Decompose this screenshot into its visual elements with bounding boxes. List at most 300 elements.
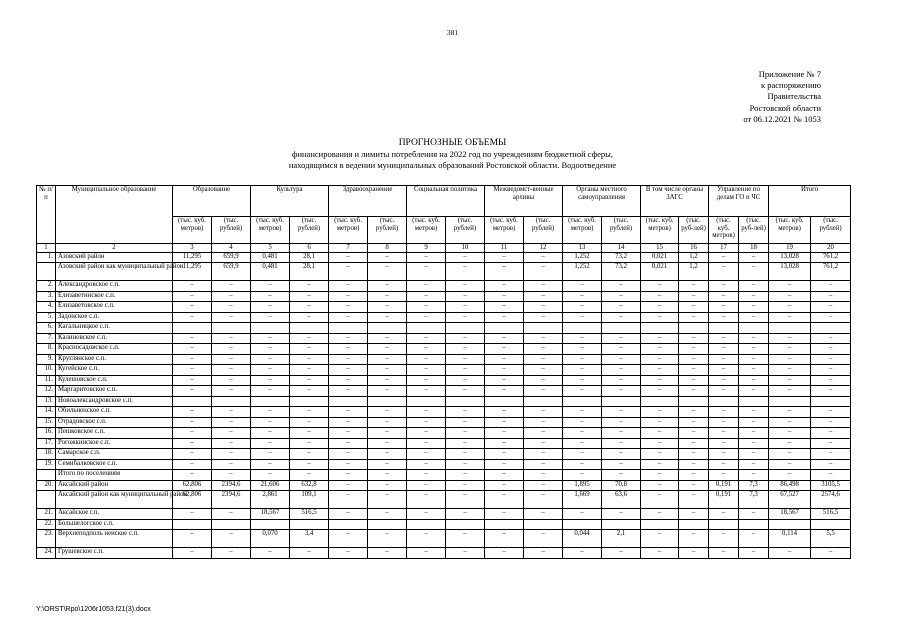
value-cell: –: [602, 291, 641, 302]
value-cell: –: [524, 354, 563, 365]
value-cell: –: [739, 302, 769, 313]
row-number: 6.: [37, 323, 56, 334]
value-cell: –: [739, 365, 769, 376]
value-cell: –: [563, 312, 602, 323]
value-cell: –: [563, 354, 602, 365]
value-cell: 11,295: [173, 263, 212, 281]
value-cell: –: [811, 354, 851, 365]
value-cell: –: [407, 344, 446, 355]
value-cell: –: [602, 459, 641, 470]
value-cell: 109,1: [290, 491, 329, 509]
value-cell: –: [251, 344, 290, 355]
value-cell: –: [329, 365, 368, 376]
value-cell: –: [446, 302, 485, 313]
value-cell: –: [563, 470, 602, 481]
value-cell: [739, 396, 769, 407]
value-cell: –: [290, 344, 329, 355]
value-cell: –: [173, 333, 212, 344]
value-cell: –: [329, 417, 368, 428]
value-cell: –: [173, 407, 212, 418]
value-cell: 0,021: [641, 252, 679, 263]
value-cell: –: [329, 449, 368, 460]
value-cell: –: [446, 470, 485, 481]
value-cell: –: [407, 449, 446, 460]
municipality-name: Семибалковское с.п.: [56, 459, 173, 470]
value-cell: –: [563, 428, 602, 439]
value-cell: –: [602, 438, 641, 449]
row-number: 23.: [37, 530, 56, 548]
value-cell: –: [173, 509, 212, 520]
value-cell: –: [709, 449, 739, 460]
value-cell: –: [709, 548, 739, 559]
value-cell: 0,481: [251, 263, 290, 281]
value-cell: –: [485, 252, 524, 263]
header-group: В том числе органы ЗАГС: [641, 186, 709, 217]
value-cell: 62,806: [173, 480, 212, 491]
unit-cell: (тыс. куб. метров): [641, 217, 679, 244]
value-cell: –: [212, 354, 251, 365]
value-cell: –: [769, 438, 811, 449]
value-cell: –: [446, 449, 485, 460]
value-cell: –: [251, 386, 290, 397]
table-row: [37, 470, 851, 481]
value-cell: –: [173, 459, 212, 470]
value-cell: –: [446, 344, 485, 355]
value-cell: [407, 396, 446, 407]
value-cell: –: [769, 470, 811, 481]
value-cell: –: [641, 509, 679, 520]
column-number: 6: [290, 244, 329, 253]
value-cell: –: [679, 365, 709, 376]
title-sub: находящимся в ведении муниципальных образований Ростовской области. Водоотведение: [288, 159, 617, 170]
value-cell: –: [368, 281, 407, 292]
value-cell: –: [563, 281, 602, 292]
value-cell: [251, 323, 290, 334]
unit-cell: (тыс. рублей): [811, 217, 851, 244]
row-number: 1.: [37, 252, 56, 263]
column-number: 15: [641, 244, 679, 253]
municipality-name: Азовский район: [56, 252, 173, 263]
value-cell: –: [368, 252, 407, 263]
value-cell: 3,4: [290, 530, 329, 548]
column-number: 11: [485, 244, 524, 253]
header-group: Культура: [251, 186, 329, 217]
value-cell: –: [709, 354, 739, 365]
value-cell: –: [524, 263, 563, 281]
value-cell: –: [679, 375, 709, 386]
appendix-line: Правительства: [767, 91, 821, 102]
municipality-name: Верхнеподполь неиское с.п.: [56, 530, 173, 548]
value-cell: –: [641, 365, 679, 376]
value-cell: –: [251, 354, 290, 365]
value-cell: –: [251, 302, 290, 313]
table-row: [37, 459, 851, 470]
value-cell: –: [563, 333, 602, 344]
value-cell: –: [446, 438, 485, 449]
value-cell: –: [524, 333, 563, 344]
value-cell: –: [709, 365, 739, 376]
value-cell: [329, 519, 368, 530]
value-cell: –: [679, 459, 709, 470]
value-cell: –: [739, 344, 769, 355]
value-cell: [524, 396, 563, 407]
value-cell: –: [329, 252, 368, 263]
value-cell: 18,567: [769, 509, 811, 520]
value-cell: –: [811, 333, 851, 344]
value-cell: –: [329, 480, 368, 491]
value-cell: –: [368, 509, 407, 520]
value-cell: –: [212, 333, 251, 344]
value-cell: –: [290, 438, 329, 449]
header-group: Образование: [173, 186, 251, 217]
value-cell: –: [485, 459, 524, 470]
value-cell: [641, 323, 679, 334]
value-cell: –: [212, 449, 251, 460]
value-cell: –: [709, 344, 739, 355]
value-cell: –: [329, 470, 368, 481]
municipality-name: Калиновское с.п.: [56, 333, 173, 344]
column-number: 16: [679, 244, 709, 253]
value-cell: –: [769, 548, 811, 559]
value-cell: [739, 519, 769, 530]
table-row: [37, 396, 851, 407]
value-cell: –: [811, 548, 851, 559]
value-cell: –: [251, 365, 290, 376]
value-cell: –: [641, 480, 679, 491]
value-cell: 7,3: [739, 480, 769, 491]
column-number: 5: [251, 244, 290, 253]
document-title: [0, 137, 905, 170]
value-cell: [811, 519, 851, 530]
value-cell: –: [251, 312, 290, 323]
value-cell: –: [368, 470, 407, 481]
value-cell: –: [485, 417, 524, 428]
value-cell: [173, 396, 212, 407]
value-cell: –: [485, 491, 524, 509]
table-row: [37, 530, 851, 548]
value-cell: –: [641, 302, 679, 313]
value-cell: –: [524, 375, 563, 386]
table-row: [37, 354, 851, 365]
header-group: Управление по делам ГО и ЧС: [709, 186, 769, 217]
value-cell: –: [679, 449, 709, 460]
appendix-line: Приложение № 7: [758, 69, 821, 79]
value-cell: –: [407, 438, 446, 449]
value-cell: 0,114: [769, 530, 811, 548]
value-cell: –: [173, 548, 212, 559]
value-cell: [368, 323, 407, 334]
row-number: 12.: [37, 386, 56, 397]
row-number: 17.: [37, 438, 56, 449]
value-cell: –: [446, 459, 485, 470]
column-number: 3: [173, 244, 212, 253]
value-cell: 0,191: [709, 491, 739, 509]
table-row: [37, 263, 851, 281]
value-cell: –: [212, 428, 251, 439]
value-cell: [811, 323, 851, 334]
value-cell: –: [329, 459, 368, 470]
appendix-block: [743, 69, 821, 125]
value-cell: –: [602, 386, 641, 397]
value-cell: –: [290, 548, 329, 559]
value-cell: –: [524, 344, 563, 355]
value-cell: –: [769, 375, 811, 386]
table-row: [37, 312, 851, 323]
value-cell: [679, 519, 709, 530]
value-cell: [485, 323, 524, 334]
value-cell: –: [602, 509, 641, 520]
value-cell: [446, 396, 485, 407]
value-cell: –: [446, 312, 485, 323]
value-cell: –: [290, 449, 329, 460]
column-number: 14: [602, 244, 641, 253]
value-cell: –: [602, 470, 641, 481]
value-cell: –: [446, 530, 485, 548]
value-cell: –: [485, 281, 524, 292]
value-cell: –: [811, 312, 851, 323]
table-row: [37, 449, 851, 460]
header-group: Итого: [769, 186, 851, 217]
value-cell: –: [739, 375, 769, 386]
value-cell: [329, 396, 368, 407]
value-cell: 1,2: [679, 263, 709, 281]
value-cell: –: [641, 530, 679, 548]
municipality-name: Аксайский район: [56, 480, 173, 491]
value-cell: 1,2: [679, 252, 709, 263]
page-number: 381: [446, 28, 459, 37]
value-cell: [563, 323, 602, 334]
value-cell: –: [485, 344, 524, 355]
value-cell: –: [602, 375, 641, 386]
municipality-name: Красносадовское с.п.: [56, 344, 173, 355]
value-cell: –: [679, 480, 709, 491]
value-cell: [212, 323, 251, 334]
value-cell: [446, 323, 485, 334]
value-cell: –: [212, 375, 251, 386]
value-cell: –: [563, 291, 602, 302]
value-cell: –: [446, 480, 485, 491]
row-number: 8.: [37, 344, 56, 355]
value-cell: –: [212, 459, 251, 470]
row-number: 7.: [37, 333, 56, 344]
footer-path: Y:\ORST\Rpo\1206r1053.f21(3).docx: [36, 606, 151, 613]
value-cell: –: [368, 365, 407, 376]
municipality-name: Кагальницкое с.п.: [56, 323, 173, 334]
municipality-name: Елизаветовское с.п.: [56, 302, 173, 313]
value-cell: –: [739, 291, 769, 302]
table-row: [37, 291, 851, 302]
value-cell: –: [679, 407, 709, 418]
table-row: [37, 252, 851, 263]
municipality-name: Азовский район как муниципальный район: [56, 263, 173, 281]
value-cell: –: [251, 438, 290, 449]
value-cell: –: [739, 407, 769, 418]
value-cell: [407, 519, 446, 530]
financing-table: [36, 185, 851, 559]
value-cell: –: [641, 312, 679, 323]
value-cell: –: [485, 291, 524, 302]
value-cell: –: [329, 491, 368, 509]
appendix-line: Ростовской области: [749, 102, 821, 113]
value-cell: –: [769, 428, 811, 439]
value-cell: –: [368, 530, 407, 548]
value-cell: 63,6: [602, 491, 641, 509]
value-cell: –: [524, 449, 563, 460]
value-cell: –: [769, 449, 811, 460]
value-cell: –: [524, 252, 563, 263]
row-number: 16.: [37, 428, 56, 439]
value-cell: [485, 519, 524, 530]
value-cell: –: [329, 530, 368, 548]
value-cell: –: [251, 375, 290, 386]
value-cell: –: [251, 470, 290, 481]
value-cell: –: [769, 344, 811, 355]
value-cell: –: [641, 449, 679, 460]
value-cell: –: [212, 344, 251, 355]
value-cell: –: [641, 548, 679, 559]
header-row: [37, 186, 851, 217]
value-cell: –: [679, 354, 709, 365]
value-cell: 62,806: [173, 491, 212, 509]
value-cell: –: [368, 333, 407, 344]
value-cell: –: [368, 449, 407, 460]
value-cell: [641, 396, 679, 407]
value-cell: –: [485, 302, 524, 313]
table-row: [37, 281, 851, 292]
value-cell: [290, 323, 329, 334]
value-cell: –: [602, 407, 641, 418]
column-number: 10: [446, 244, 485, 253]
table-row: [37, 428, 851, 439]
column-number: 4: [212, 244, 251, 253]
value-cell: –: [679, 281, 709, 292]
value-cell: –: [524, 291, 563, 302]
value-cell: –: [485, 449, 524, 460]
value-cell: –: [679, 333, 709, 344]
value-cell: –: [739, 263, 769, 281]
value-cell: –: [524, 548, 563, 559]
value-cell: –: [212, 417, 251, 428]
value-cell: –: [290, 459, 329, 470]
value-cell: –: [679, 302, 709, 313]
value-cell: –: [407, 281, 446, 292]
value-cell: 0,044: [563, 530, 602, 548]
value-cell: 1,252: [563, 252, 602, 263]
row-number: 18.: [37, 449, 56, 460]
value-cell: –: [173, 386, 212, 397]
table-row: [37, 438, 851, 449]
value-cell: [563, 519, 602, 530]
value-cell: –: [407, 312, 446, 323]
value-cell: –: [329, 263, 368, 281]
value-cell: [769, 519, 811, 530]
value-cell: [212, 519, 251, 530]
value-cell: –: [173, 365, 212, 376]
value-cell: –: [407, 428, 446, 439]
value-cell: –: [407, 530, 446, 548]
value-cell: –: [524, 491, 563, 509]
value-cell: –: [811, 438, 851, 449]
value-cell: –: [407, 263, 446, 281]
value-cell: –: [446, 333, 485, 344]
value-cell: –: [811, 407, 851, 418]
value-cell: –: [329, 281, 368, 292]
value-cell: –: [602, 281, 641, 292]
value-cell: –: [368, 354, 407, 365]
value-cell: –: [524, 386, 563, 397]
value-cell: –: [446, 417, 485, 428]
table-row: [37, 344, 851, 355]
value-cell: –: [709, 281, 739, 292]
value-cell: –: [709, 252, 739, 263]
value-cell: [446, 519, 485, 530]
municipality-name: Большелогское с.п.: [56, 519, 173, 530]
row-number: [37, 491, 56, 509]
value-cell: 516,5: [811, 509, 851, 520]
column-number: 2: [56, 244, 173, 253]
value-cell: 18,567: [251, 509, 290, 520]
value-cell: –: [329, 548, 368, 559]
value-cell: –: [709, 386, 739, 397]
value-cell: –: [811, 417, 851, 428]
value-cell: –: [563, 438, 602, 449]
value-cell: –: [769, 365, 811, 376]
value-cell: –: [739, 386, 769, 397]
value-cell: –: [811, 428, 851, 439]
value-cell: –: [739, 354, 769, 365]
row-number: [37, 263, 56, 281]
value-cell: [709, 519, 739, 530]
unit-cell: (тыс. рублей): [212, 217, 251, 244]
value-cell: –: [290, 417, 329, 428]
column-number: 19: [769, 244, 811, 253]
value-cell: –: [446, 281, 485, 292]
unit-cell: (тыс. куб. метров): [407, 217, 446, 244]
value-cell: –: [173, 530, 212, 548]
value-cell: 11,295: [173, 252, 212, 263]
value-cell: –: [407, 491, 446, 509]
value-cell: –: [173, 281, 212, 292]
table-row: [37, 375, 851, 386]
value-cell: –: [563, 407, 602, 418]
unit-cell: (тыс. куб. метров): [769, 217, 811, 244]
value-cell: [173, 323, 212, 334]
value-cell: –: [709, 333, 739, 344]
unit-cell: (тыс. руб-лей): [679, 217, 709, 244]
unit-cell: (тыс. рублей): [446, 217, 485, 244]
municipality-name: Обильненское с.п.: [56, 407, 173, 418]
table-row: [37, 365, 851, 376]
unit-cell: (тыс. куб. метров): [251, 217, 290, 244]
value-cell: –: [173, 438, 212, 449]
row-number: 14.: [37, 407, 56, 418]
value-cell: –: [739, 312, 769, 323]
value-cell: –: [368, 417, 407, 428]
value-cell: –: [709, 438, 739, 449]
value-cell: –: [679, 417, 709, 428]
value-cell: –: [212, 365, 251, 376]
value-cell: [709, 323, 739, 334]
value-cell: [485, 396, 524, 407]
value-cell: –: [329, 354, 368, 365]
value-cell: –: [563, 548, 602, 559]
value-cell: –: [524, 459, 563, 470]
value-cell: –: [709, 459, 739, 470]
value-cell: –: [524, 417, 563, 428]
municipality-name: Задонское с.п.: [56, 312, 173, 323]
value-cell: –: [602, 302, 641, 313]
value-cell: –: [602, 354, 641, 365]
